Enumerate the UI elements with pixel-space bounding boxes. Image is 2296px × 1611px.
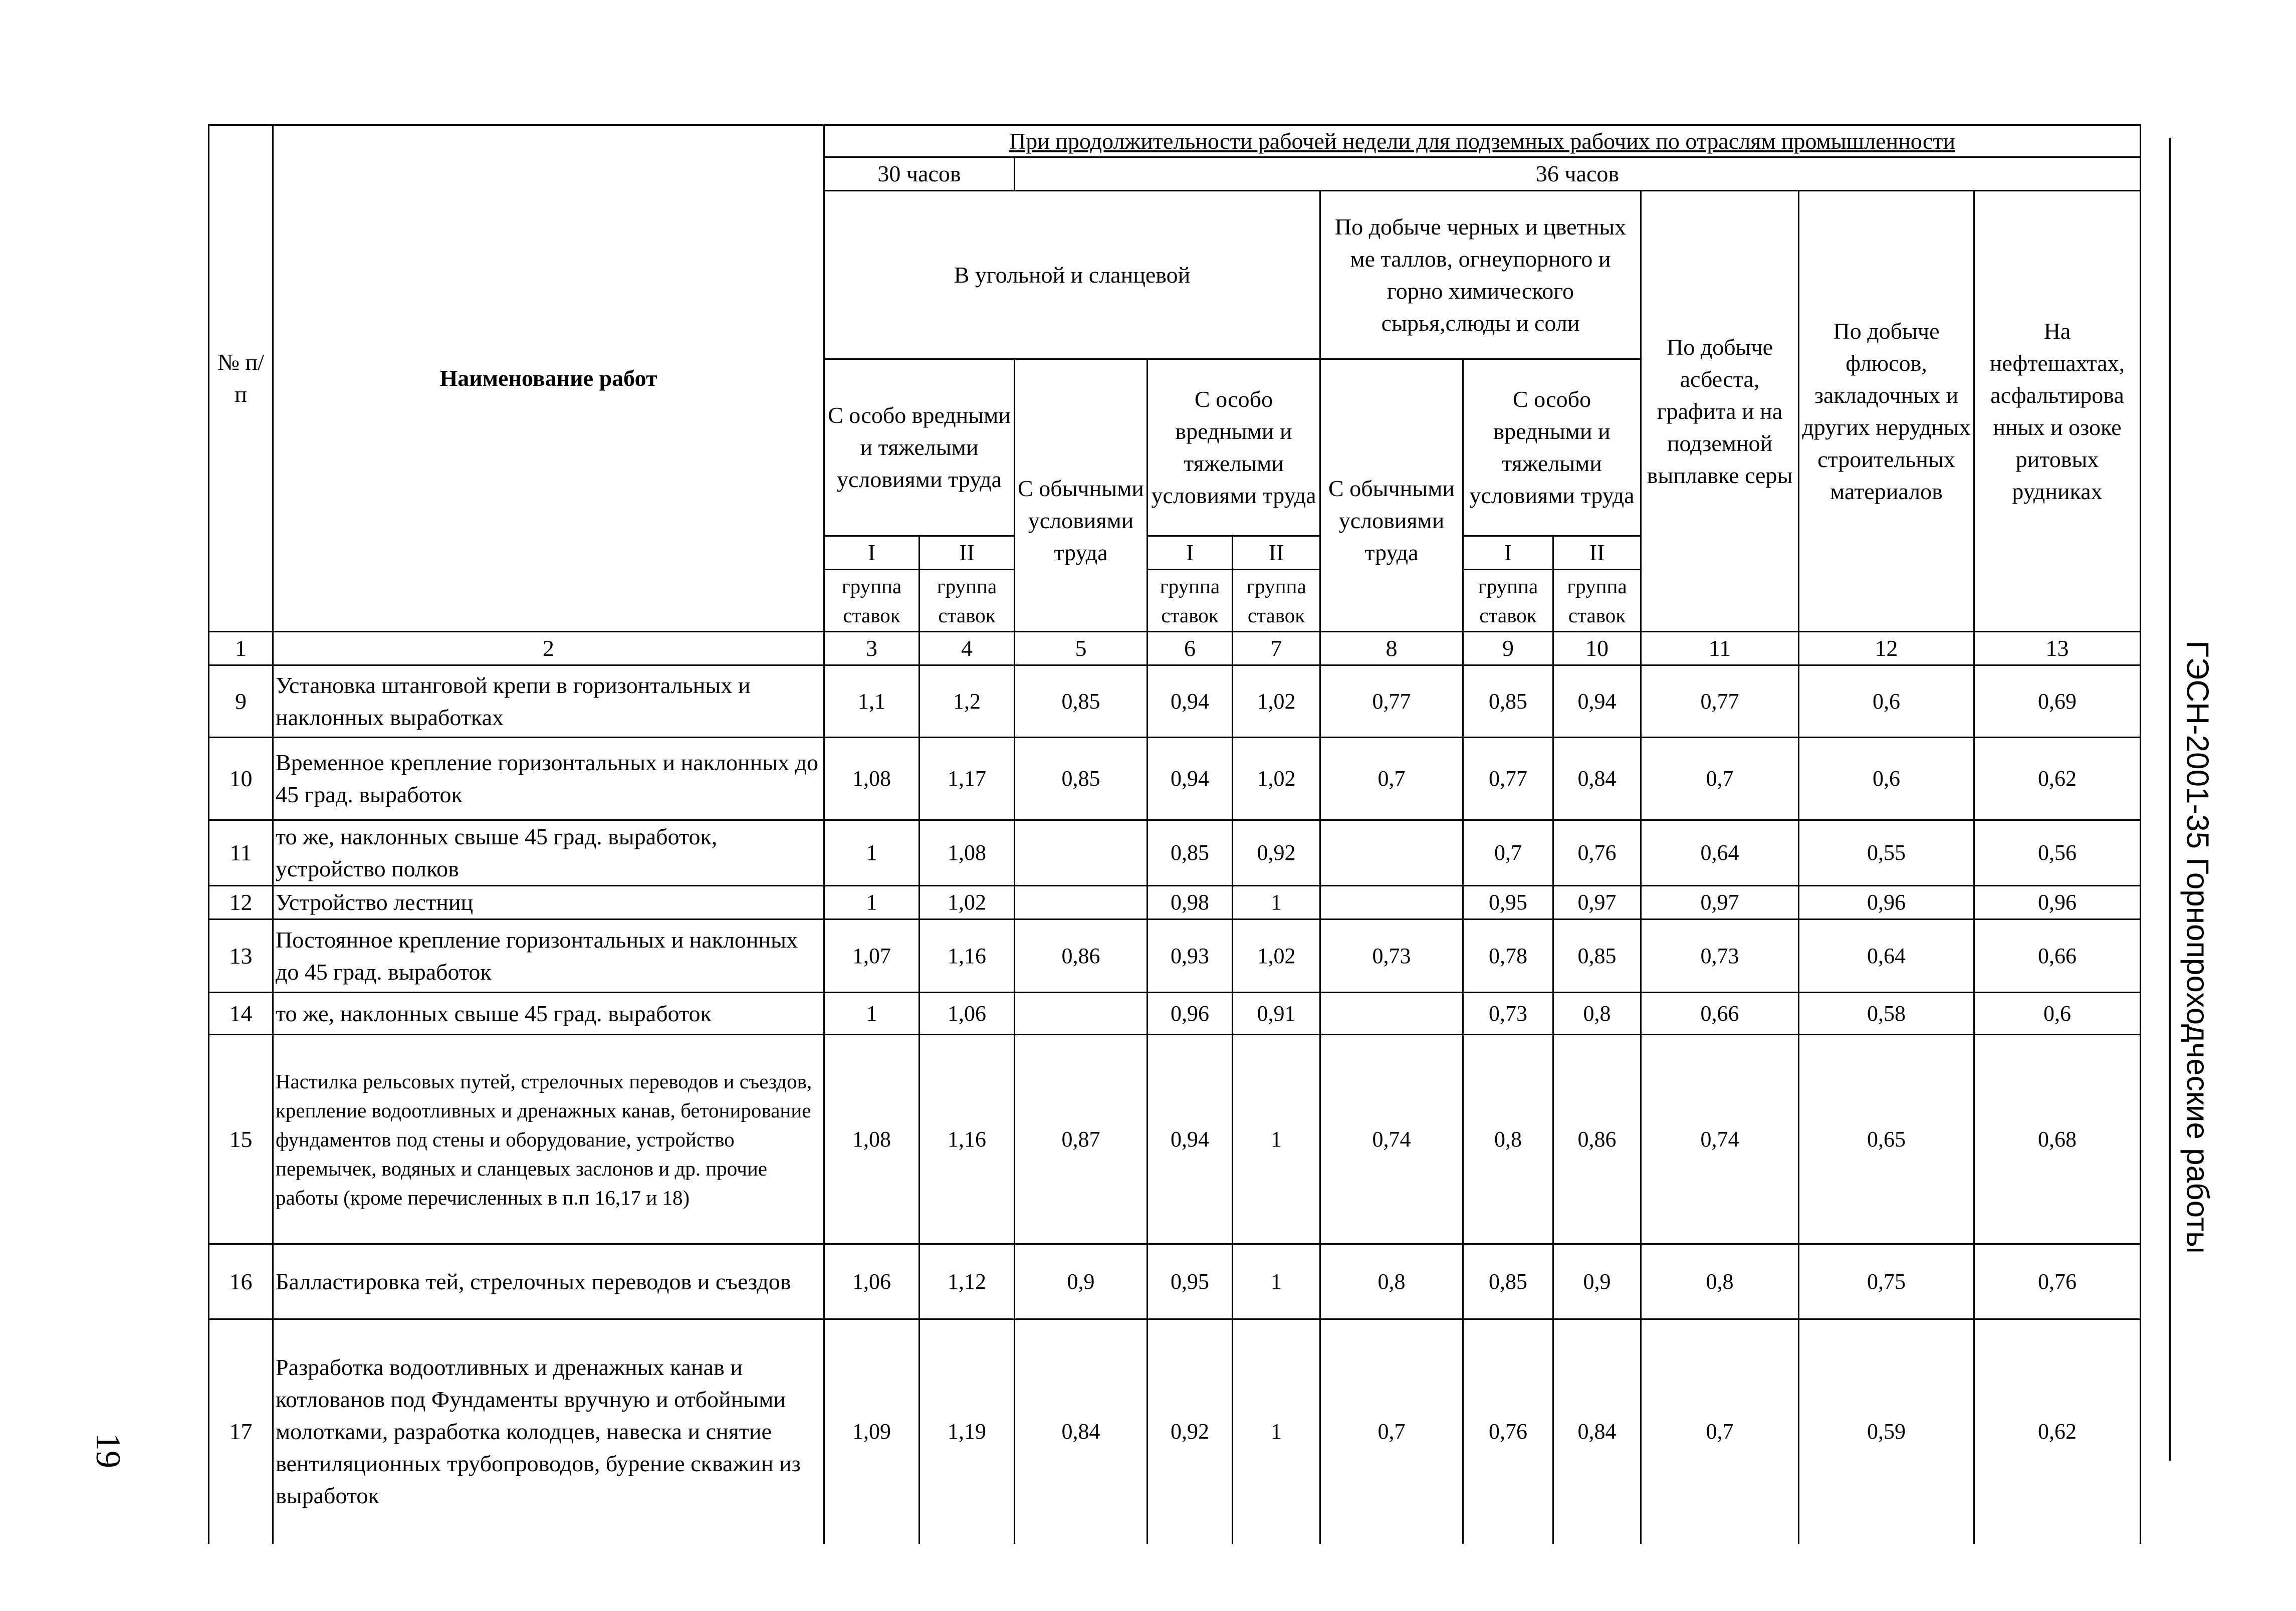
metals-ordinary-header: С обычными условиями труда — [1320, 359, 1463, 632]
coefficient-cell: 0,85 — [1015, 665, 1147, 738]
coefficient-cell: 0,7 — [1320, 738, 1463, 820]
coefficient-cell: 1,07 — [824, 919, 920, 993]
table-row — [209, 738, 2141, 820]
coefficient-cell: 0,7 — [1320, 1319, 1463, 1544]
coefficient-cell: 0,97 — [1641, 886, 1799, 919]
coefficient-cell: 0,65 — [1799, 1035, 1974, 1244]
table-row — [209, 919, 2141, 993]
column-number-cell: 5 — [1015, 632, 1147, 665]
coal-header: В угольной и сланцевой — [824, 191, 1320, 359]
column-number-cell: 4 — [920, 632, 1015, 665]
side-rule — [2169, 138, 2171, 1461]
column-number-cell: 1 — [209, 632, 273, 665]
coefficient-cell: 0,76 — [1553, 820, 1641, 886]
coefficient-cell: 1,02 — [1233, 665, 1320, 738]
coefficient-cell: 0,85 — [1553, 919, 1641, 993]
group-stavok-label: группа ставок — [824, 570, 920, 632]
work-name-cell: то же, наклонных свыше 45 град. выработок, устройство полков — [273, 820, 824, 886]
coefficient-cell: 1,08 — [920, 820, 1015, 886]
coefficient-cell: 0,8 — [1641, 1244, 1799, 1319]
oil-header: На нефтешахтах, асфальтирова нных и озоке ритовых рудниках — [1974, 191, 2141, 632]
num-header: № п/п — [209, 125, 273, 632]
coefficient-cell: 0,85 — [1463, 665, 1553, 738]
row-number-cell: 15 — [209, 1035, 273, 1244]
coefficient-cell: 0,84 — [1553, 738, 1641, 820]
coefficient-cell: 0,62 — [1974, 1319, 2141, 1544]
coefficient-cell: 0,8 — [1463, 1035, 1553, 1244]
coefficient-cell: 0,8 — [1553, 993, 1641, 1035]
group-stavok-label: группа ставок — [1233, 570, 1320, 632]
coefficient-cell — [1015, 820, 1147, 886]
coefficient-cell — [1320, 886, 1463, 919]
coal-special-header: С особо вредными и тяжелыми условиями труда — [824, 359, 1015, 536]
coal-special-header-36: С особо вредными и тяжелыми условиями труда — [1147, 359, 1320, 536]
coefficient-cell: 1,06 — [920, 993, 1015, 1035]
table-row — [209, 886, 2141, 919]
coefficient-cell: 0,86 — [1553, 1035, 1641, 1244]
row-number-cell: 11 — [209, 820, 273, 886]
coefficient-cell: 0,6 — [1974, 993, 2141, 1035]
coefficient-cell — [1320, 820, 1463, 886]
coefficient-table — [208, 124, 2141, 1544]
coefficient-cell: 0,69 — [1974, 665, 2141, 738]
table-row — [209, 820, 2141, 886]
work-name-cell: Постоянное крепление горизонтальных и наклонных до 45 град. выработок — [273, 919, 824, 993]
coefficient-cell: 0,58 — [1799, 993, 1974, 1035]
table-row — [209, 1319, 2141, 1544]
group-2-header: II — [1553, 536, 1641, 570]
coefficient-cell: 0,92 — [1233, 820, 1320, 886]
table-row — [209, 1244, 2141, 1319]
week-title-header: При продолжительности рабочей недели для подземных рабочих по отраслям промышленности — [824, 125, 2141, 157]
coal-ordinary-header: С обычными условиями труда — [1015, 359, 1147, 632]
coefficient-cell — [1015, 993, 1147, 1035]
coefficient-cell: 0,96 — [1974, 886, 2141, 919]
group-stavok-label: группа ставок — [1147, 570, 1233, 632]
coefficient-cell: 0,85 — [1463, 1244, 1553, 1319]
coefficient-cell: 0,74 — [1320, 1035, 1463, 1244]
coefficient-cell: 1,02 — [920, 886, 1015, 919]
column-number-cell: 12 — [1799, 632, 1974, 665]
work-name-cell: то же, наклонных свыше 45 град. выработок — [273, 993, 824, 1035]
group-1-header: I — [1463, 536, 1553, 570]
coefficient-cell: 1,09 — [824, 1319, 920, 1544]
coefficient-cell: 1,02 — [1233, 738, 1320, 820]
coefficient-cell: 0,62 — [1974, 738, 2141, 820]
coefficient-cell: 1,17 — [920, 738, 1015, 820]
coefficient-cell: 1 — [824, 993, 920, 1035]
coefficient-cell: 0,96 — [1147, 993, 1233, 1035]
coefficient-cell: 0,77 — [1320, 665, 1463, 738]
coefficient-cell: 0,59 — [1799, 1319, 1974, 1544]
coefficient-cell: 0,87 — [1015, 1035, 1147, 1244]
coefficient-cell: 0,55 — [1799, 820, 1974, 886]
coefficient-cell: 0,68 — [1974, 1035, 2141, 1244]
column-number-cell: 6 — [1147, 632, 1233, 665]
column-number-cell: 3 — [824, 632, 920, 665]
coefficient-cell: 0,9 — [1015, 1244, 1147, 1319]
coefficient-cell: 0,95 — [1463, 886, 1553, 919]
table-row — [209, 665, 2141, 738]
group-1-header: I — [824, 536, 920, 570]
coefficient-cell: 1,1 — [824, 665, 920, 738]
coefficient-cell: 0,56 — [1974, 820, 2141, 886]
column-number-cell: 7 — [1233, 632, 1320, 665]
hours-36-header: 36 часов — [1015, 157, 2141, 191]
column-number-cell: 11 — [1641, 632, 1799, 665]
coefficient-cell: 1,16 — [920, 919, 1015, 993]
work-name-header: Наименование работ — [273, 125, 824, 632]
coefficient-cell: 1,06 — [824, 1244, 920, 1319]
coefficient-cell: 1,02 — [1233, 919, 1320, 993]
coefficient-cell: 0,74 — [1641, 1035, 1799, 1244]
table-row — [209, 993, 2141, 1035]
page-number: 19 — [89, 1433, 127, 1468]
coefficient-cell: 0,6 — [1799, 738, 1974, 820]
column-number-cell: 9 — [1463, 632, 1553, 665]
coefficient-cell: 0,98 — [1147, 886, 1233, 919]
coefficient-cell: 1 — [1233, 1035, 1320, 1244]
row-number-cell: 16 — [209, 1244, 273, 1319]
coefficient-cell: 0,97 — [1553, 886, 1641, 919]
coefficient-cell: 1 — [1233, 1244, 1320, 1319]
row-number-cell: 17 — [209, 1319, 273, 1544]
metals-header: По добыче черных и цветных ме таллов, огнеупорного и горно химического сырья,слюды и соли — [1320, 191, 1641, 359]
coefficient-cell: 1,19 — [920, 1319, 1015, 1544]
coefficient-cell: 0,64 — [1641, 820, 1799, 886]
coefficient-cell: 0,85 — [1015, 738, 1147, 820]
coefficient-cell: 0,94 — [1147, 1035, 1233, 1244]
work-name-cell: Разработка водоотливных и дренажных канав и котлованов под Фундаменты вручную и отбойными молотками, разработка колодцев, навеска и снятие вентиляционных трубопроводов, бурение скважин из выработок — [273, 1319, 824, 1544]
document-side-title: ГЭСН-2001-35 Горнопроходческие работы — [2180, 640, 2215, 1254]
coefficient-cell — [1320, 993, 1463, 1035]
coefficient-cell: 1,08 — [824, 738, 920, 820]
coefficient-cell — [1015, 886, 1147, 919]
table-row — [209, 1035, 2141, 1244]
coefficient-cell: 1 — [824, 886, 920, 919]
coefficient-cell: 0,7 — [1463, 820, 1553, 886]
work-name-cell: Устройство лестниц — [273, 886, 824, 919]
coefficient-cell: 0,7 — [1641, 1319, 1799, 1544]
coefficient-cell: 1 — [824, 820, 920, 886]
coefficient-cell: 0,78 — [1463, 919, 1553, 993]
column-number-cell: 8 — [1320, 632, 1463, 665]
group-stavok-label: группа ставок — [920, 570, 1015, 632]
coefficient-cell: 0,77 — [1641, 665, 1799, 738]
column-number-cell: 10 — [1553, 632, 1641, 665]
work-name-cell: Настилка рельсовых путей, стрелочных переводов и съездов, крепление водоотливных и дренажных канав, бетонирование фундаментов под стены и оборудование, устройство перемычек, водяных и сланцевых заслонов и др. прочие работы (кроме перечисленных в п.п 16,17 и 18) — [273, 1035, 824, 1244]
group-stavok-label: группа ставок — [1463, 570, 1553, 632]
coefficient-cell: 0,75 — [1799, 1244, 1974, 1319]
coefficient-cell: 0,85 — [1147, 820, 1233, 886]
coefficient-cell: 0,9 — [1553, 1244, 1641, 1319]
coefficient-cell: 0,7 — [1641, 738, 1799, 820]
row-number-cell: 10 — [209, 738, 273, 820]
work-name-cell: Балластировка тей, стрелочных переводов и съездов — [273, 1244, 824, 1319]
hours-30-header: 30 часов — [824, 157, 1015, 191]
group-2-header: II — [1233, 536, 1320, 570]
row-number-cell: 12 — [209, 886, 273, 919]
coefficient-cell: 1,16 — [920, 1035, 1015, 1244]
fluxes-header: По добыче флюсов, закладочных и других нерудных строительных материалов — [1799, 191, 1974, 632]
work-name-cell: Временное крепление горизонтальных и наклонных до 45 град. выработок — [273, 738, 824, 820]
row-number-cell: 13 — [209, 919, 273, 993]
row-number-cell: 9 — [209, 665, 273, 738]
group-2-header: II — [920, 536, 1015, 570]
coefficient-cell: 0,86 — [1015, 919, 1147, 993]
group-stavok-label: группа ставок — [1553, 570, 1641, 632]
group-1-header: I — [1147, 536, 1233, 570]
coefficient-cell: 0,96 — [1799, 886, 1974, 919]
coefficient-cell: 0,84 — [1553, 1319, 1641, 1544]
row-number-cell: 14 — [209, 993, 273, 1035]
coefficient-cell: 0,84 — [1015, 1319, 1147, 1544]
column-number-cell: 2 — [273, 632, 824, 665]
coefficient-cell: 0,93 — [1147, 919, 1233, 993]
coefficient-cell: 0,94 — [1147, 738, 1233, 820]
coefficient-cell: 0,66 — [1974, 919, 2141, 993]
coefficient-cell: 0,94 — [1553, 665, 1641, 738]
coefficient-cell: 1,12 — [920, 1244, 1015, 1319]
coefficient-cell: 0,91 — [1233, 993, 1320, 1035]
coefficient-cell: 1,2 — [920, 665, 1015, 738]
column-number-cell: 13 — [1974, 632, 2141, 665]
coefficient-cell: 0,76 — [1463, 1319, 1553, 1544]
coefficient-cell: 0,6 — [1799, 665, 1974, 738]
coefficient-cell: 0,94 — [1147, 665, 1233, 738]
coefficient-cell: 0,77 — [1463, 738, 1553, 820]
coefficient-cell: 1 — [1233, 886, 1320, 919]
metals-special-header: С особо вредными и тяжелыми условиями труда — [1463, 359, 1641, 536]
coefficient-cell: 0,8 — [1320, 1244, 1463, 1319]
coefficient-cell: 0,73 — [1463, 993, 1553, 1035]
coefficient-cell: 1 — [1233, 1319, 1320, 1544]
coefficient-cell: 0,64 — [1799, 919, 1974, 993]
coefficient-cell: 1,08 — [824, 1035, 920, 1244]
coefficient-cell: 0,92 — [1147, 1319, 1233, 1544]
coefficient-cell: 0,95 — [1147, 1244, 1233, 1319]
asbestos-header: По добыче асбеста, графита и на подземной выплавке серы — [1641, 191, 1799, 632]
work-name-cell: Установка штанговой крепи в горизонтальных и наклонных выработках — [273, 665, 824, 738]
coefficient-cell: 0,76 — [1974, 1244, 2141, 1319]
coefficient-cell: 0,66 — [1641, 993, 1799, 1035]
coefficient-cell: 0,73 — [1641, 919, 1799, 993]
coefficient-cell: 0,73 — [1320, 919, 1463, 993]
